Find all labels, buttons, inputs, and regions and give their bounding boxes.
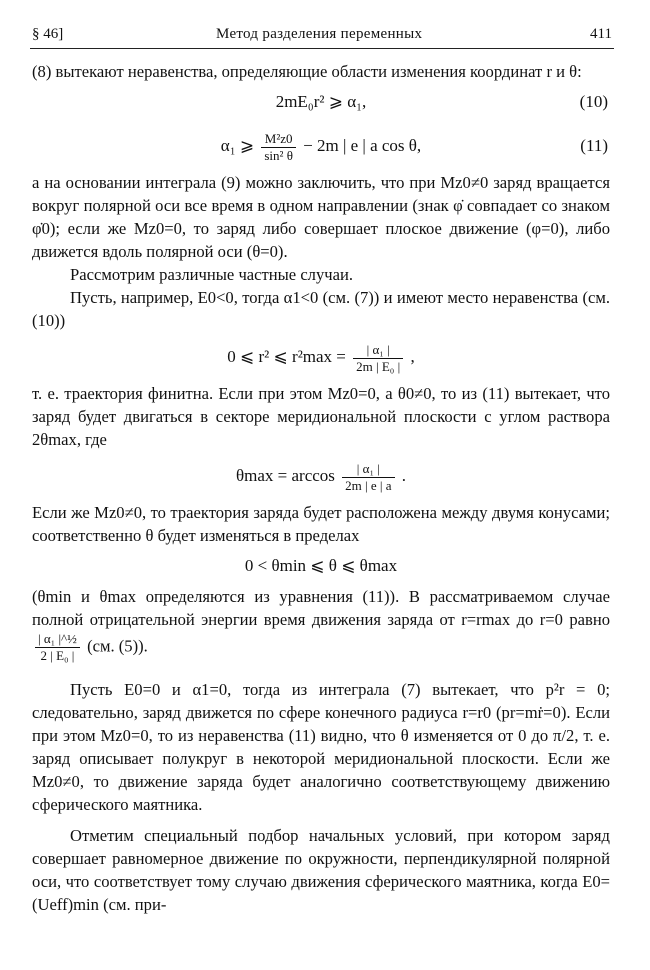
page-body [32,60,610,916]
equation-r-end: , [410,347,415,366]
equation-10-number: (10) [579,92,608,111]
paragraph-7-end: (см. (5)). [87,636,148,656]
paragraph-2: а на основании интеграла (9) можно заключить, что при Mz0≠0 заряд вращается вокруг полярной оси все время в одном направлении (знак φ̇ совпадает со знаком φ̇0); если же Mz0=0, то заряд либо совершает плоское движение (φ=0), либо движется вдоль полярной оси (θ=0). [32,173,610,261]
paragraph-9: Отметим специальный подбор начальных условий, при котором заряд совершает равномерное движение по окружности, перпендикулярной полярной оси, что соответствует тому случаю движения сферического маятника, когда E0=(Ueff)min (см. при- [32,826,610,914]
equation-11-denominator: sin² θ [264,147,293,163]
page-number: 411 [590,26,612,42]
equation-r-fraction [353,342,403,375]
equation-theta-range [32,547,610,585]
equation-r-numerator: | α₁ | [353,342,403,359]
equation-theta-fraction [342,461,394,494]
equation-11-number: (11) [580,136,608,155]
spacer [32,664,610,678]
paragraph-5: т. е. траектория финитна. Если при этом Mz0=0, а θ0≠0, то из (11) вытекает, что заряд будет двигаться в секторе меридиональной плоскости с углом раствора 2θmax, где [32,384,610,449]
equation-r-denominator: 2m | E₀ | [356,358,401,374]
equation-r-lhs: 0 ⩽ r² ⩽ r²max = [227,347,346,366]
paragraph-8: Пусть E0=0 и α1=0, тогда из интеграла (7) вытекает, что p²r = 0; следовательно, заряд движется по сфере конечного радиуса r=r0 (pr=mṙ=0). Если при этом Mz0=0, то из неравенства (11) видно, что θ изменяется от 0 до π/2, т. е. заряд описывает полукруг в некоторой меридиональной плоскости. Если же Mz0≠0, то движение заряда будет аналогично соответствующему движению сферического маятника. [32,680,610,814]
paragraph-7-fraction [35,631,80,664]
chapter-title: Метод разделения переменных [216,26,423,42]
paragraph-7-numerator: | α₁ |^½ [35,631,80,648]
equation-11-rhs: − 2m | e | a cos θ, [303,136,422,155]
equation-theta-numerator: | α₁ | [342,461,394,478]
paragraph-7-text: (θmin и θmax определяются из уравнения (11)). В рассматриваемом случае полной отрицательной энергии время движения заряда от r=rmax до r=0 равно [32,587,610,629]
equation-theta-range-body: 0 < θmin ⩽ θ ⩽ θmax [244,556,398,575]
equation-theta-end: . [401,466,407,485]
running-header [32,26,612,46]
paragraph-7-denominator: 2 | E₀ | [40,648,75,663]
section-number: § 46] [32,26,64,42]
equation-10-body: 2mE₀r² ⩾ α₁, [275,92,367,111]
equation-10 [32,83,610,121]
equation-11-numerator: M²z0 [261,131,296,148]
spacer [32,816,610,824]
paragraph-3: Рассмотрим различные частные случаи. [70,265,354,284]
header-rule [30,48,614,49]
equation-11-lhs: α₁ ⩾ [220,136,255,155]
paragraph-4: Пусть, например, E0<0, тогда α1<0 (см. (7)) и имеют место неравенства (см. (10)) [32,288,610,330]
paragraph-6: Если же Mz0≠0, то траектория заряда будет расположена между двумя конусами; соответственно θ будет изменяться в пределах [32,503,610,545]
equation-theta-lhs: θmax = arccos [235,466,335,485]
paragraph-7 [32,585,610,664]
equation-r-range [32,332,610,382]
equation-11 [32,121,610,171]
equation-11-fraction [261,131,296,164]
paragraph-1: (8) вытекают неравенства, определяющие области изменения координат r и θ: [32,62,582,81]
equation-theta-denominator: 2m | e | a [345,477,392,493]
equation-theta-max [32,451,610,501]
